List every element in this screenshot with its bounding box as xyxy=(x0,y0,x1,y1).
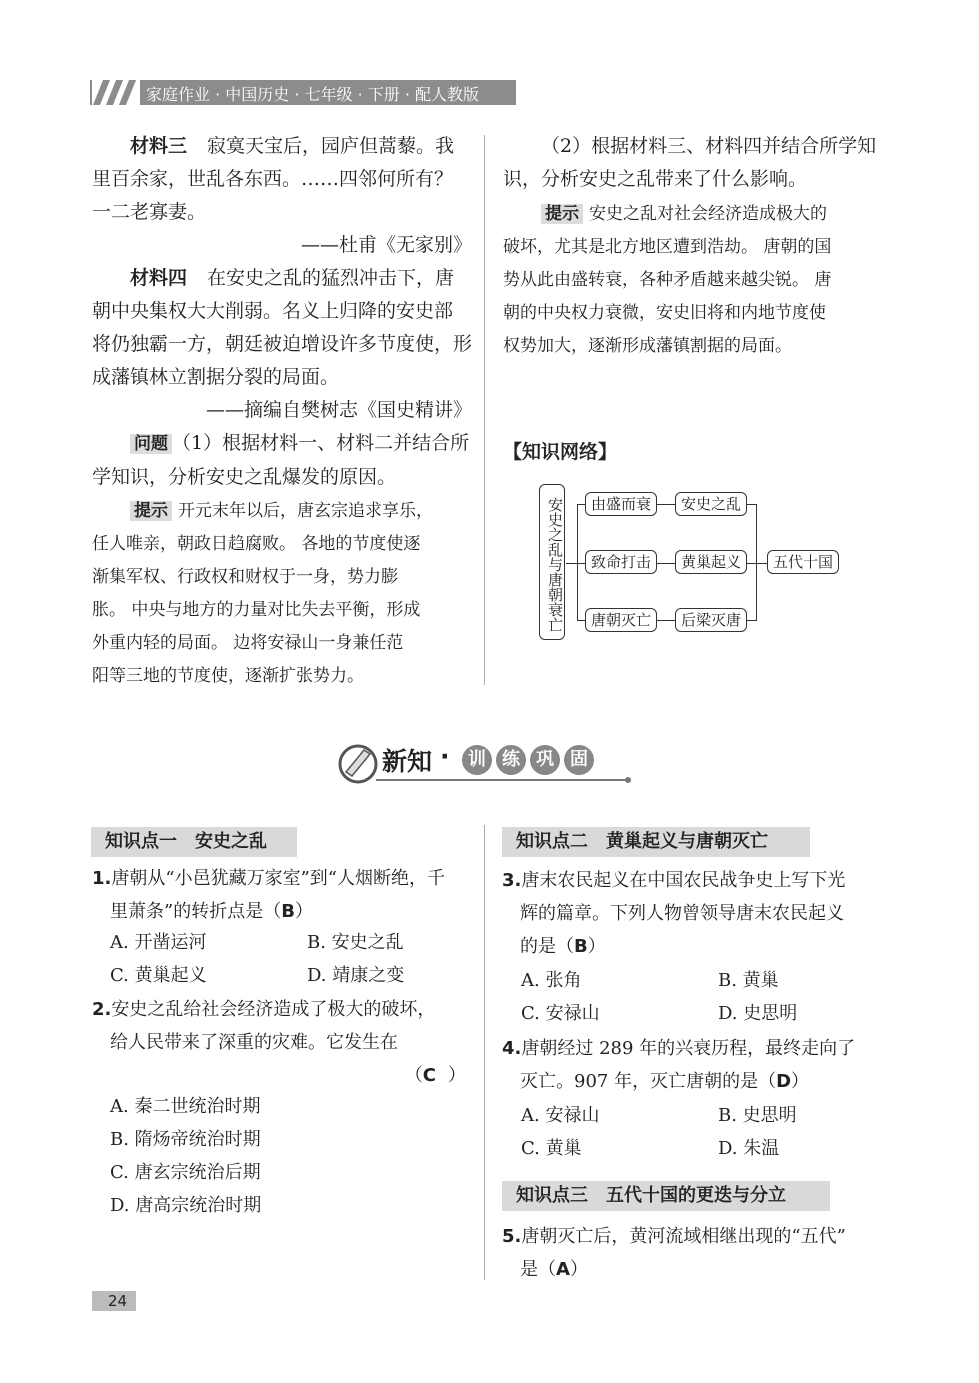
question-5: 5.唐朝灭亡后，黄河流域相继出现的“五代” 是（A） xyxy=(502,1226,846,1280)
header-title: 家庭作业 · 中国历史 · 七年级 · 下册 · 配人教版 xyxy=(146,85,480,104)
banner-char: 训 xyxy=(462,745,492,775)
slashes-decoration xyxy=(92,80,140,105)
option: D. 史思明 xyxy=(718,1003,798,1024)
material-three: 材料三 寂寞天宝后，园庐但蒿藜。我 里百余家，世乱各东西。……四邻何所有？ 一二老寡妻。 ——杜甫《无家别》 xyxy=(92,135,472,256)
option: C. 黄巢起义 xyxy=(110,965,207,986)
answer: A xyxy=(556,1259,570,1280)
question-1: 1.唐朝从“小邑犹藏万家室”到“人烟断绝，千 里萧条”的转折点是（B） xyxy=(92,868,445,922)
hint-two: 提示 安史之乱对社会经济造成极大的 破坏，尤其是北方地区遭到浩劫。 唐朝的国 势从此由盛转衰，各种矛盾越来越尖锐。 唐 朝的中央权力衰微，安史旧将和内地节度使 权势加大，逐渐形成藩镇割据的局面。 xyxy=(503,204,832,356)
banner-title: 新知 xyxy=(382,747,433,776)
option: C. 黄巢 xyxy=(521,1138,582,1159)
section-heading: 知识点三 五代十国的更迭与分立 xyxy=(502,1181,830,1211)
answer: B xyxy=(281,901,295,922)
network-node: 后梁灭唐 xyxy=(675,608,747,632)
network-node: 五代十国 xyxy=(767,550,839,574)
option: C. 安禄山 xyxy=(521,1003,600,1024)
column-divider-top xyxy=(484,135,485,685)
option: B. 史思明 xyxy=(718,1105,797,1126)
network-root: 安史之乱与唐朝衰亡 xyxy=(539,484,565,640)
network-title: 【知识网络】 xyxy=(503,441,618,463)
question-two: （2）根据材料三、材料四并结合所学知 识，分析安史之乱带来了什么影响。 xyxy=(503,135,877,190)
network-node: 唐朝灭亡 xyxy=(585,608,657,632)
banner-char: 巩 xyxy=(530,745,560,775)
page-number: 24 xyxy=(92,1291,136,1311)
network-node: 安史之乱 xyxy=(675,492,747,516)
option: D. 唐高宗统治时期 xyxy=(110,1195,262,1216)
column-divider-bottom xyxy=(484,825,485,1280)
material-four: 材料四 在安史之乱的猛烈冲击下，唐 朝中央集权大大削弱。名义上归降的安史部 将仍独霸一方，朝廷被迫增设许多节度使，形 成藩镇林立割据分裂的局面。 ——摘编自樊树志《国史精讲》 xyxy=(92,267,473,421)
answer: B xyxy=(574,936,588,957)
option: B. 黄巢 xyxy=(718,970,779,991)
question-2: 2.安史之乱给社会经济造成了极大的破坏， 给人民带来了深重的灾难。它发生在 （C ） xyxy=(92,999,466,1086)
network-node: 致命打击 xyxy=(585,550,657,574)
option: B. 安史之乱 xyxy=(307,932,404,953)
network-node: 由盛而衰 xyxy=(585,492,657,516)
banner-char: 固 xyxy=(564,745,594,775)
question-3: 3.唐末农民起义在中国农民战争史上写下光 辉的篇章。下列人物曾领导唐末农民起义 的是（B） xyxy=(502,870,846,957)
option: D. 靖康之变 xyxy=(307,965,405,986)
page-header xyxy=(90,80,516,105)
network-node: 黄巢起义 xyxy=(675,550,747,574)
section-heading: 知识点一 安史之乱 xyxy=(91,827,297,857)
hint-tag: 提示 xyxy=(541,204,583,224)
question-tag: 问题 xyxy=(130,434,172,454)
banner-char: 练 xyxy=(496,745,526,775)
option: D. 朱温 xyxy=(718,1138,780,1159)
section-heading: 知识点二 黄巢起义与唐朝灭亡 xyxy=(502,827,810,857)
hint-one: 提示 开元末年以后，唐玄宗追求享乐， 任人唯亲，朝政日趋腐败。 各地的节度使逐 渐集军权、行政权和财权于一身，势力膨 胀。 中央与地方的力量对比失去平衡，形成 外重内轻的局面。 边将安禄山一身兼任范 阳等三地的节度使，逐渐扩张势力。 xyxy=(92,501,433,686)
option: C. 唐玄宗统治后期 xyxy=(110,1162,261,1183)
option: A. 开凿运河 xyxy=(110,932,207,953)
question-one: 问题 （1）根据材料一、材料二并结合所 学知识，分析安史之乱爆发的原因。 xyxy=(92,432,470,488)
section-banner xyxy=(336,736,636,786)
question-4: 4.唐朝经过 289 年的兴衰历程，最终走向了 灭亡。907 年，灭亡唐朝的是（D） xyxy=(502,1038,856,1092)
option: A. 安禄山 xyxy=(521,1105,600,1126)
option: B. 隋炀帝统治时期 xyxy=(110,1129,261,1150)
option: A. 秦二世统治时期 xyxy=(110,1096,261,1117)
answer: C xyxy=(422,1065,436,1086)
banner-dot: · xyxy=(440,742,450,771)
answer: D xyxy=(776,1071,792,1092)
option: A. 张角 xyxy=(521,970,582,991)
hint-tag: 提示 xyxy=(130,501,172,521)
